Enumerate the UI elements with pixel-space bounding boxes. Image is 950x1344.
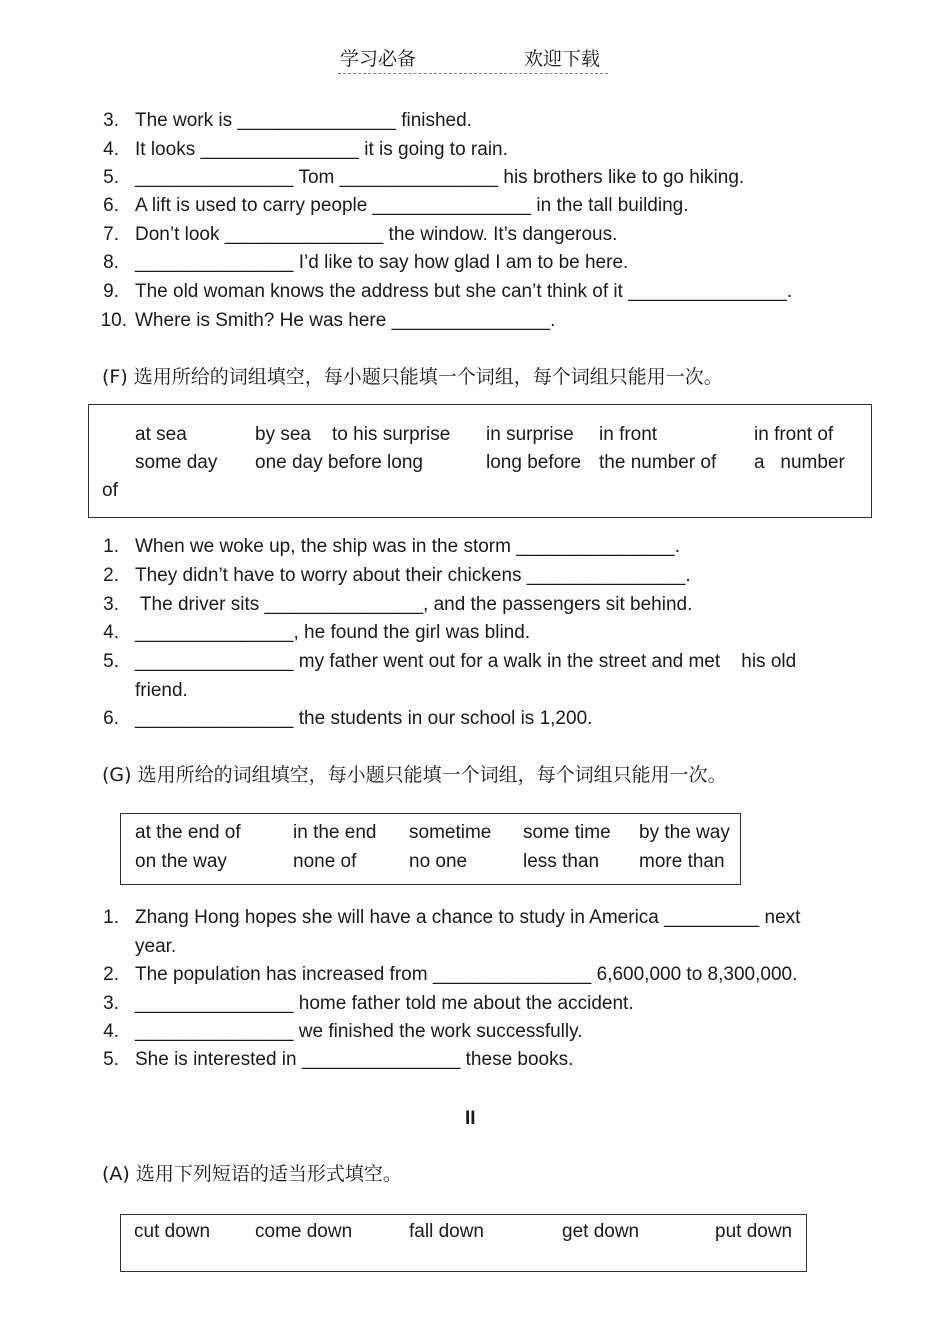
page-header (338, 47, 608, 74)
exercise-item: _______________ we finished the work successfully. (135, 1021, 583, 1042)
phrase: none of (293, 851, 357, 872)
item-number: 3. (103, 993, 119, 1014)
phrase: of (102, 480, 118, 501)
phrase: cut down (134, 1221, 211, 1242)
phrase: more than (639, 851, 725, 872)
item-number: 1. (103, 907, 119, 928)
item-number: 3. (103, 110, 119, 131)
item-number: 5. (103, 651, 119, 672)
phrase: on the way (135, 851, 227, 872)
exercise-item: A lift is used to carry people _______________ in the tall building. (135, 195, 689, 216)
phrase: in front (599, 424, 658, 445)
item-number: 10. (100, 310, 127, 331)
item-number: 5. (103, 1049, 119, 1070)
item-number: 1. (103, 536, 119, 557)
phrase: get down (562, 1221, 640, 1242)
item-number: 4. (103, 1021, 119, 1042)
exercise-item-continuation: year. (135, 936, 177, 957)
item-number: 8. (103, 252, 119, 273)
header-right: 欢迎下载 (524, 48, 601, 70)
phrase: the number of (599, 452, 717, 473)
item-number: 2. (103, 964, 119, 985)
phrase: long before (486, 452, 582, 473)
phrase: no one (409, 851, 468, 872)
exercise-item: _______________ home father told me about the accident. (135, 993, 634, 1014)
exercise-item: Where is Smith? He was here _______________. (135, 310, 556, 331)
exercise-item: It looks _______________ it is going to rain. (135, 139, 508, 160)
item-number: 3. (103, 594, 119, 615)
phrase: by sea (255, 424, 311, 445)
phrase: some time (523, 822, 611, 843)
section-f-title: (F) 选用所给的词组填空，每小题只能填一个词组，每个词组只能用一次。 (102, 366, 723, 388)
phrase: at the end of (135, 822, 241, 843)
phrase: less than (523, 851, 600, 872)
section-g-title: (G) 选用所给的词组填空，每小题只能填一个词组，每个词组只能用一次。 (102, 764, 727, 786)
phrase: sometime (409, 822, 492, 843)
item-number: 7. (103, 224, 119, 245)
exercise-item: Don’t look _______________ the window. It’s dangerous. (135, 224, 618, 245)
section-a-title: (A) 选用下列短语的适当形式填空。 (102, 1163, 402, 1185)
phrase: come down (255, 1221, 353, 1242)
exercise-item: The driver sits _______________, and the passengers sit behind. (135, 594, 693, 615)
item-number: 9. (103, 281, 119, 302)
phrase: by the way (639, 822, 730, 843)
phrase: in surprise (486, 424, 574, 445)
header-left: 学习必备 (340, 48, 417, 70)
exercise-item: _______________ I’d like to say how glad I am to be here. (135, 252, 629, 273)
phrase: one day before long (255, 452, 423, 473)
exercise-item: _______________, he found the girl was blind. (135, 622, 531, 643)
item-number: 6. (103, 708, 119, 729)
phrase: at sea (135, 424, 187, 445)
exercise-item: The work is _______________ finished. (135, 110, 472, 131)
exercise-item: The old woman knows the address but she can’t think of it _______________. (135, 281, 792, 302)
phrase: in the end (293, 822, 377, 843)
exercise-item: She is interested in _______________ these books. (135, 1049, 574, 1070)
item-number: 6. (103, 195, 119, 216)
phrase: fall down (409, 1221, 484, 1242)
phrase: in front of (754, 424, 834, 445)
phrase: some day (135, 452, 218, 473)
item-number: 5. (103, 167, 119, 188)
exercise-item: They didn’t have to worry about their chickens _______________. (135, 565, 691, 586)
exercise-item: Zhang Hong hopes she will have a chance to study in America _________ next (135, 907, 801, 928)
phrase: put down (715, 1221, 793, 1242)
exercise-item-continuation: friend. (135, 680, 188, 701)
phrase: to his surprise (332, 424, 451, 445)
exercise-item: When we woke up, the ship was in the storm _______________. (135, 536, 681, 557)
phrase: a number (754, 452, 845, 473)
exercise-item: The population has increased from _______________ 6,600,000 to 8,300,000. (135, 964, 798, 985)
item-number: 2. (103, 565, 119, 586)
exercise-item: _______________ the students in our school is 1,200. (135, 708, 593, 729)
exercise-item: _______________ my father went out for a walk in the street and met his old (135, 651, 797, 672)
item-number: 4. (103, 622, 119, 643)
exercise-item: _______________ Tom _______________ his brothers like to go hiking. (135, 167, 745, 188)
item-number: 4. (103, 139, 119, 160)
part-heading: II (465, 1108, 476, 1129)
